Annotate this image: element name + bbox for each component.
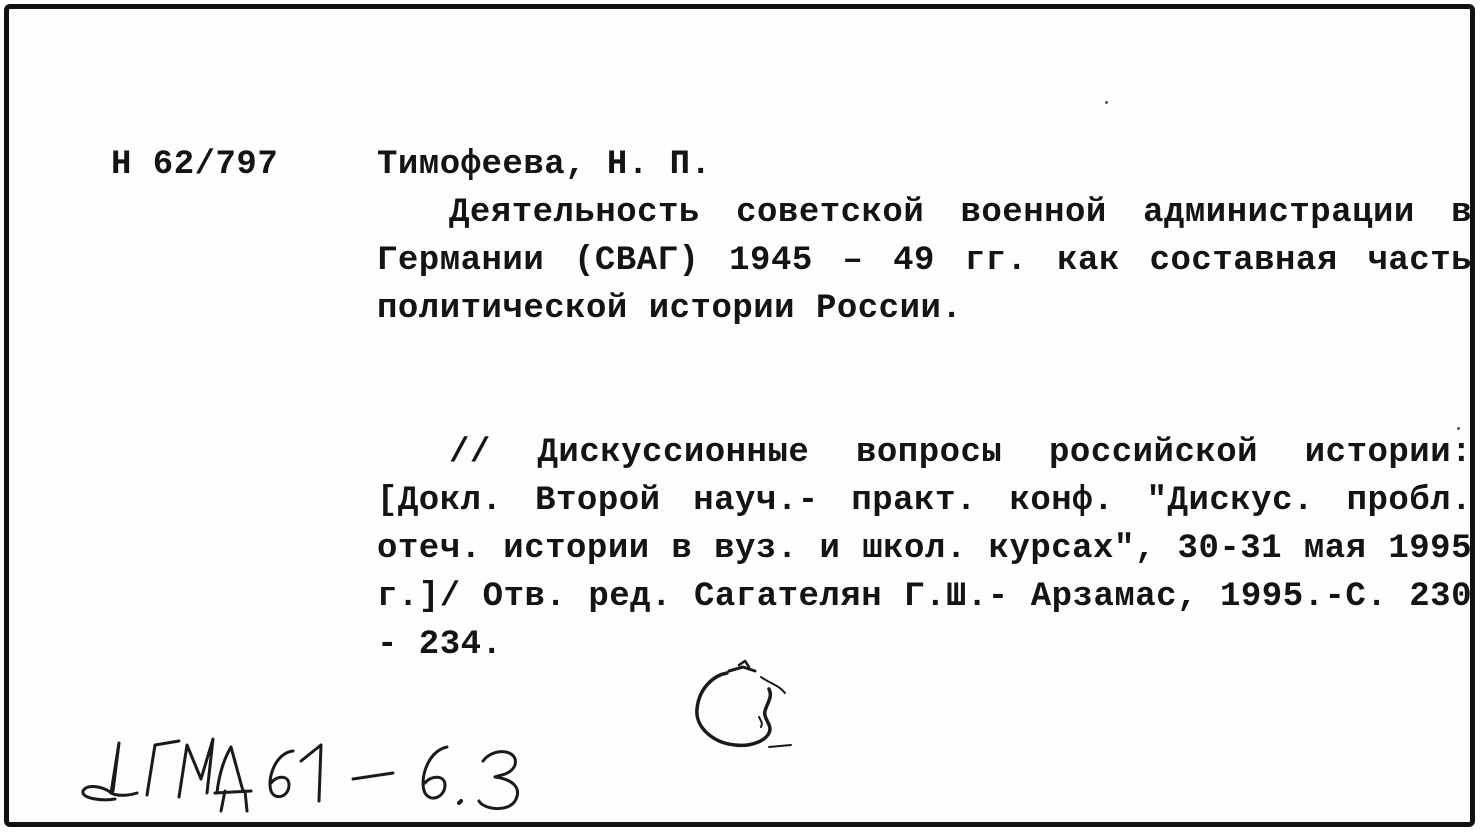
paper-speck (1457, 427, 1460, 430)
handwritten-note-signature (75, 721, 545, 821)
author-heading: Тимофеева, Н. П. (377, 146, 712, 184)
source-paragraph: // Дискуссионные вопросы российской истории: [Докл. Второй науч.- практ. конф. "Дискус. пробл. отеч. истории в вуз. и школ. курсах", 30-31 мая 1995 г.]/ Отв. ред. Сагателян Г.Ш.- Арзамас, 1995.-С. 230 - 234. (377, 434, 1472, 664)
catalog-card (4, 4, 1475, 827)
paper-speck (1105, 101, 1108, 104)
library-stamp-mark (689, 657, 799, 767)
title-paragraph: Деятельность советской военной администрации в Германии (СВАГ) 1945 – 49 гг. как составная часть политической истории России. (377, 194, 1472, 328)
call-number: Н 62/797 (111, 146, 279, 184)
